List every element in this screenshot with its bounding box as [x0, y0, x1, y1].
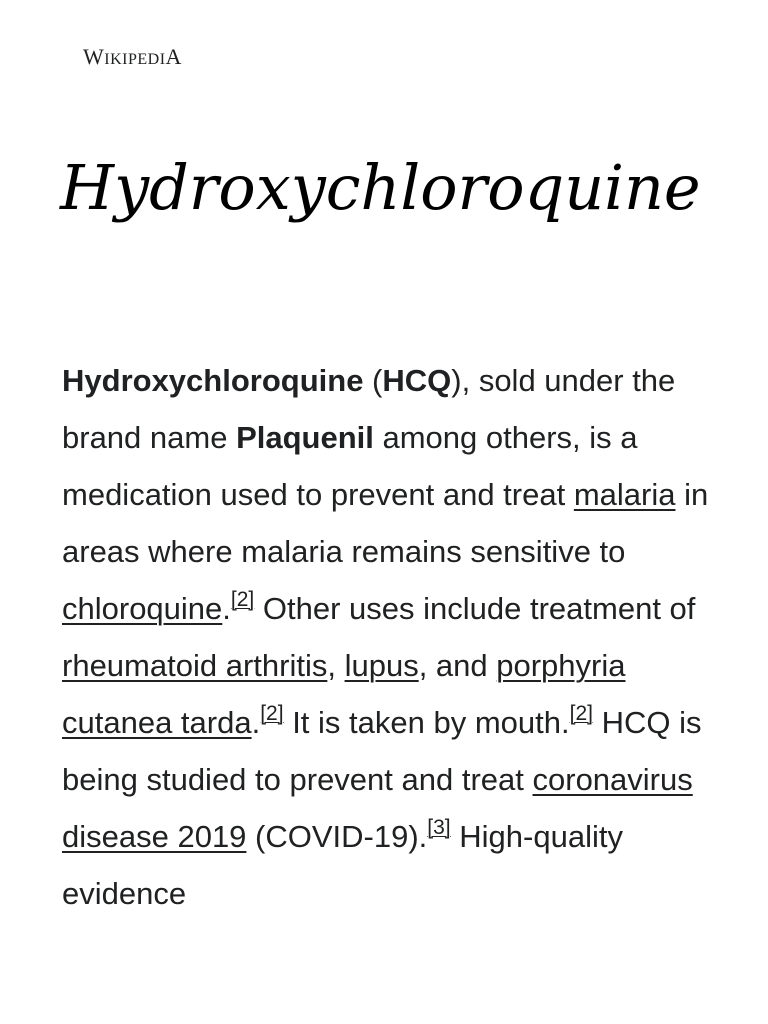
- reference-link[interactable]: [2]: [230, 587, 255, 611]
- lead-text: ,: [327, 648, 345, 683]
- bold-term-hydroxychloroquine: Hydroxychloroquine: [62, 363, 364, 398]
- lead-text: in areas where malaria remains sensitive to: [62, 477, 709, 569]
- link-porphyria-cutanea-tarda[interactable]: porphyria cutanea tarda: [62, 648, 626, 740]
- wordmark-ikipedi: IKIPEDI: [104, 51, 166, 68]
- lead-text: among others, is a medication used to prevent and treat: [62, 420, 638, 512]
- link-malaria[interactable]: malaria: [573, 477, 676, 512]
- wordmark-w: W: [83, 44, 105, 69]
- lead-text: HCQ is being studied to prevent and treat: [62, 705, 702, 797]
- reference-link[interactable]: [2]: [260, 701, 284, 725]
- lead-text: (COVID-19).: [246, 819, 428, 854]
- lead-text: ), sold under the brand name: [62, 363, 676, 455]
- lead-text: It is taken by mouth.: [283, 705, 570, 740]
- lead-text: , and: [418, 648, 497, 683]
- page-title: Hydroxychloroquine: [60, 151, 701, 224]
- bold-term-hcq: HCQ: [382, 363, 452, 398]
- reference-link[interactable]: [3]: [427, 815, 451, 839]
- link-rheumatoid-arthritis[interactable]: rheumatoid arthritis: [62, 648, 328, 683]
- lead-text: High-quality evidence: [62, 819, 623, 911]
- reference-link[interactable]: [2]: [569, 701, 593, 725]
- lead-text: (: [363, 363, 383, 398]
- link-coronavirus-disease-2019[interactable]: coronavirus disease 2019: [62, 762, 693, 854]
- reference-2[interactable]: [260, 702, 283, 725]
- lead-paragraph: [62, 352, 722, 922]
- lead-text: .: [251, 705, 261, 740]
- lead-text: Other uses include treatment of: [254, 591, 696, 626]
- reference-2[interactable]: [570, 702, 593, 725]
- reference-2[interactable]: [231, 588, 254, 611]
- link-chloroquine[interactable]: chloroquine: [62, 591, 223, 626]
- wikipedia-wordmark[interactable]: [83, 44, 182, 70]
- lead-text: .: [222, 591, 231, 626]
- link-lupus[interactable]: lupus: [344, 648, 419, 683]
- bold-term-plaquenil: Plaquenil: [236, 420, 374, 455]
- reference-3[interactable]: [427, 816, 450, 839]
- wordmark-a: A: [165, 44, 182, 69]
